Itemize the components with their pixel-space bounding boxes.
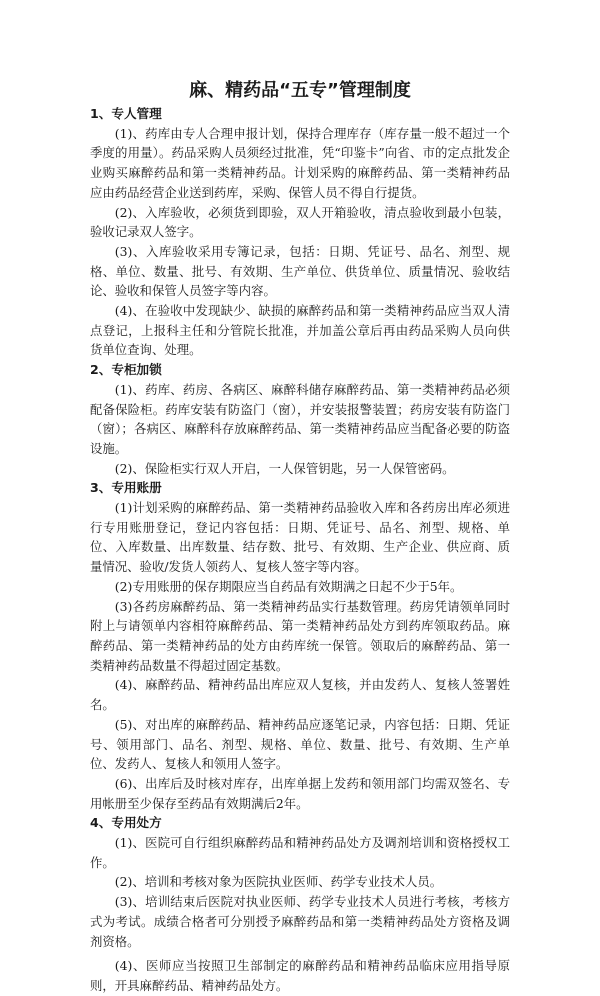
paragraph: (4)、麻醉药品、精神药品出库应双人复核，并由发药人、复核人签署姓名。 xyxy=(90,677,510,713)
paragraph: (1)、药库由专人合理申报计划，保持合理库存（库存量一般不超过一个季度的用量）。药品采购人员须经过批准，凭“印鉴卡”向省、市的定点批发企业购买麻醉药品和第一类精神药品。计划采购的麻醉药品、第一类精神药品应由药品经营企业送到药库，采购、保管人员不得自行提货。 xyxy=(90,125,510,200)
section-heading: 3、专用账册 xyxy=(90,480,162,496)
paragraph: (3)各药房麻醉药品、第一类精神药品实行基数管理。药房凭请领单同时附上与请领单内容相符麻醉药品、第一类精神药品处方到药库领取药品。麻醉药品、第一类精神药品的处方由药库统一保管。领取后的麻醉药品、第一类精神药品数量不得超过固定基数。 xyxy=(90,598,510,673)
document-title: 麻、精药品“五专”管理制度 xyxy=(189,80,411,101)
paragraph: (4)、在验收中发现缺少、缺损的麻醉药品和第一类精神药品应当双人清点登记，上报科主任和分管院长批准，并加盖公章后再由药品采购人员向供货单位查询、处理。 xyxy=(90,303,510,358)
section-staff-management xyxy=(90,104,510,360)
paragraph: (2)、保险柜实行双人开启，一人保管钥匙，另一人保管密码。 xyxy=(114,460,455,476)
paragraph: (5)、对出库的麻醉药品、精神药品应逐笔记录，内容包括：日期、凭证号、领用部门、品名、剂型、规格、单位、数量、批号、有效期、生产单位、发药人、复核人和领用人签字。 xyxy=(90,716,510,772)
paragraph: (6)、出库后及时核对库存，出库单据上发药和领用部门均需双签名、专用帐册至少保存至药品有效期满后2年。 xyxy=(90,775,510,811)
paragraph: (1)、医院可自行组织麻醉药品和精神药品处方及调剂培训和资格授权工作。 xyxy=(90,835,510,870)
paragraph: (1)、药库、药房、各病区、麻醉科储存麻醉药品、第一类精神药品必须配备保险柜。药库安装有防盗门（窗），并安装报警装置；药房安装有防盗门（窗）；各病区、麻醉科存放麻醉药品、第一类精神药品应当配备必要的防盗设施。 xyxy=(90,381,510,456)
section-locked-cabinet xyxy=(90,360,510,478)
paragraph: (3)、入库验收采用专簿记录，包括：日期、凭证号、品名、剂型、规格、单位、数量、批号、有效期、生产单位、供货单位、质量情况、验收结论、验收和保管人员签字等内容。 xyxy=(90,243,510,299)
section-heading: 4、专用处方 xyxy=(90,815,162,831)
paragraph: (1)计划采购的麻醉药品、第一类精神药品验收入库和各药房出库必须进行专用账册登记，登记内容包括：日期、凭证号、品名、剂型、规格、单位、入库数量、出库数量、结存数、批号、有效期、生产企业、供应商、质量情况、验收/发货人领药人、复核人签字等内容。 xyxy=(90,500,510,575)
section-heading: 2、专柜加锁 xyxy=(90,362,162,378)
document-body xyxy=(90,104,510,996)
paragraph: (2)、入库验收，必须货到即验，双人开箱验收，清点验收到最小包装，验收记录双人签字。 xyxy=(90,204,510,240)
section-dedicated-ledger xyxy=(90,478,510,813)
paragraph: (2)专用账册的保存期限应当自药品有效期满之日起不少于5年。 xyxy=(114,578,463,594)
paragraph: (4)、医师应当按照卫生部制定的麻醉药品和精神药品临床应用指导原则，开具麻醉药品、精神药品处方。 xyxy=(90,958,510,993)
section-heading: 1、专人管理 xyxy=(90,106,162,121)
section-dedicated-prescription xyxy=(90,813,510,995)
paragraph: (3)、培训结束后医院对执业医师、药学专业技术人员进行考核，考核方式为考试。成绩合格者可分别授予麻醉药品和第一类精神药品处方资格及调剂资格。 xyxy=(90,894,510,949)
paragraph: (2)、培训和考核对象为医院执业医师、药学专业技术人员。 xyxy=(114,874,443,890)
